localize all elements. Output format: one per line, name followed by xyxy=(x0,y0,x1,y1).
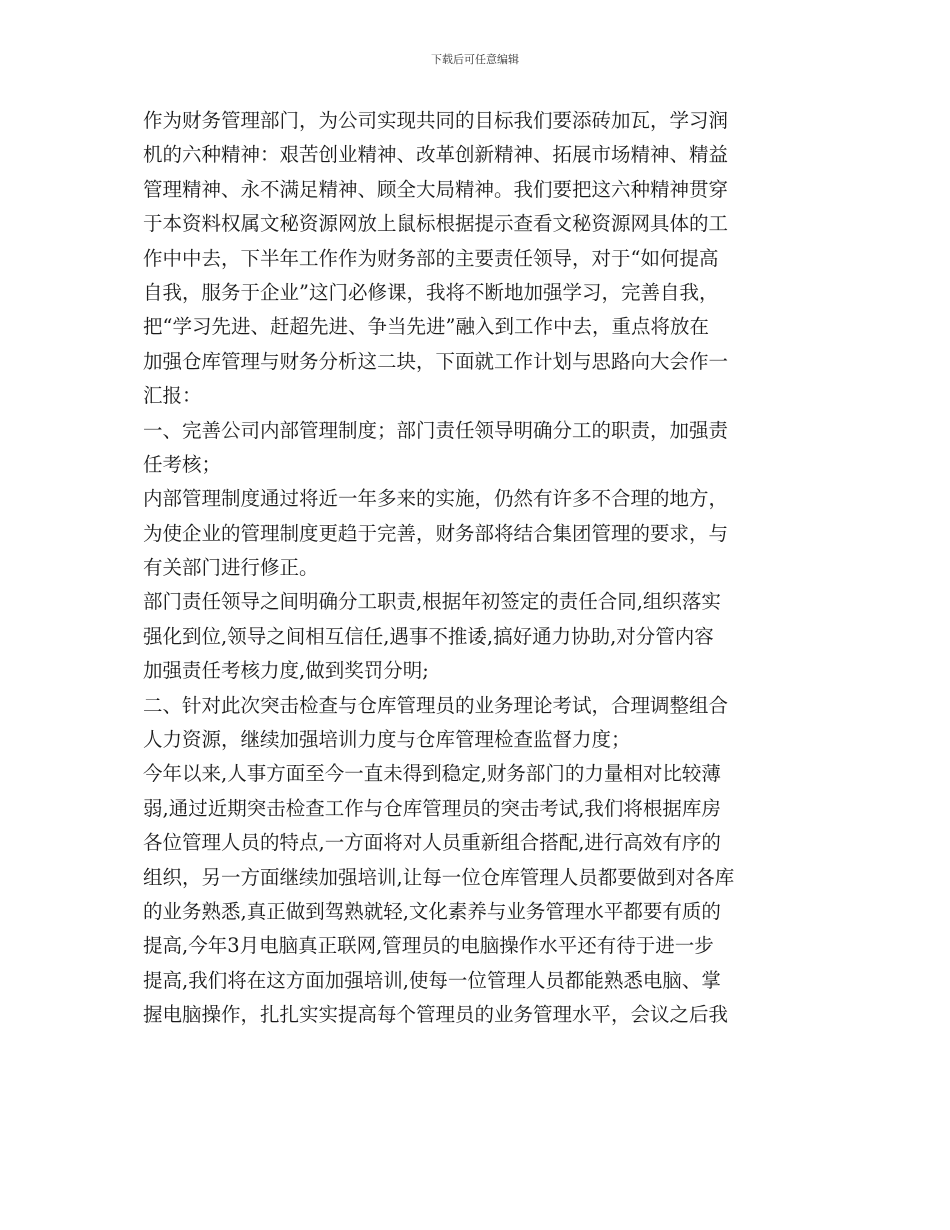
text-line: 汇报： xyxy=(143,384,202,408)
text-line: 加强仓库管理与财务分析这二块，下面就工作计划与思路向大会作一 xyxy=(143,349,729,373)
text-line: 提高,我们将在这方面加强培训,使每一位管理人员都能熟悉电脑、掌 xyxy=(143,968,721,992)
text-line: 加强责任考核力度,做到奖罚分明; xyxy=(143,659,429,683)
text-line: 弱,通过近期突击检查工作与仓库管理员的突击考试,我们将根据库房 xyxy=(143,796,721,820)
text-line: 机的六种精神：艰苦创业精神、改革创新精神、拓展市场精神、精益 xyxy=(143,143,729,167)
text-line: 内部管理制度通过将近一年多来的实施，仍然有许多不合理的地方， xyxy=(143,487,729,511)
text-line: 的业务熟悉,真正做到驾熟就轻,文化素养与业务管理水平都要有质的 xyxy=(143,899,721,923)
text-line: 自我，服务于企业”这门必修课，我将不断地加强学习，完善自我， xyxy=(143,280,719,304)
page-header: 下载后可任意编辑 xyxy=(431,53,519,66)
text-line: 握电脑操作，扎扎实实提高每个管理员的业务管理水平，会议之后我 xyxy=(143,1003,729,1027)
text-line: 组织，另一方面继续加强培训,让每一位仓库管理人员都要做到对各库 xyxy=(143,865,735,889)
text-line: 一、完善公司内部管理制度；部门责任领导明确分工的职责，加强责 xyxy=(143,418,729,442)
text-line: 提高,今年3月电脑真正联网,管理员的电脑操作水平还有待于进一步 xyxy=(143,934,714,958)
text-line: 各位管理人员的特点,一方面将对人员重新组合搭配,进行高效有序的 xyxy=(143,831,721,855)
text-line: 人力资源，继续加强培训力度与仓库管理检查监督力度； xyxy=(143,728,631,752)
document-body xyxy=(143,104,803,1033)
text-line: 于本资料权属文秘资源网放上鼠标根据提示查看文秘资源网具体的工 xyxy=(143,212,729,236)
text-line: 管理精神、永不满足精神、顾全大局精神。我们要把这六种精神贯穿 xyxy=(143,177,729,201)
text-line: 二、针对此次突击检查与仓库管理员的业务理论考试，合理调整组合 xyxy=(143,693,729,717)
text-line: 部门责任领导之间明确分工职责,根据年初签定的责任合同,组织落实 xyxy=(143,590,721,614)
text-line: 把“学习先进、赶超先进、争当先进”融入到工作中去，重点将放在 xyxy=(143,315,709,339)
text-line: 为使企业的管理制度更趋于完善，财务部将结合集团管理的要求，与 xyxy=(143,521,729,545)
text-line: 作中中去，下半年工作作为财务部的主要责任领导，对于“如何提高 xyxy=(143,246,719,270)
text-line: 作为财务管理部门，为公司实现共同的目标我们要添砖加瓦，学习润 xyxy=(143,109,729,132)
text-line: 任考核； xyxy=(143,452,222,476)
text-line: 强化到位,领导之间相互信任,遇事不推诿,搞好通力协助,对分管内容 xyxy=(143,624,714,648)
text-line: 今年以来,人事方面至今一直未得到稳定,财务部门的力量相对比较薄 xyxy=(143,762,721,786)
text-line: 有关部门进行修正。 xyxy=(143,556,319,580)
